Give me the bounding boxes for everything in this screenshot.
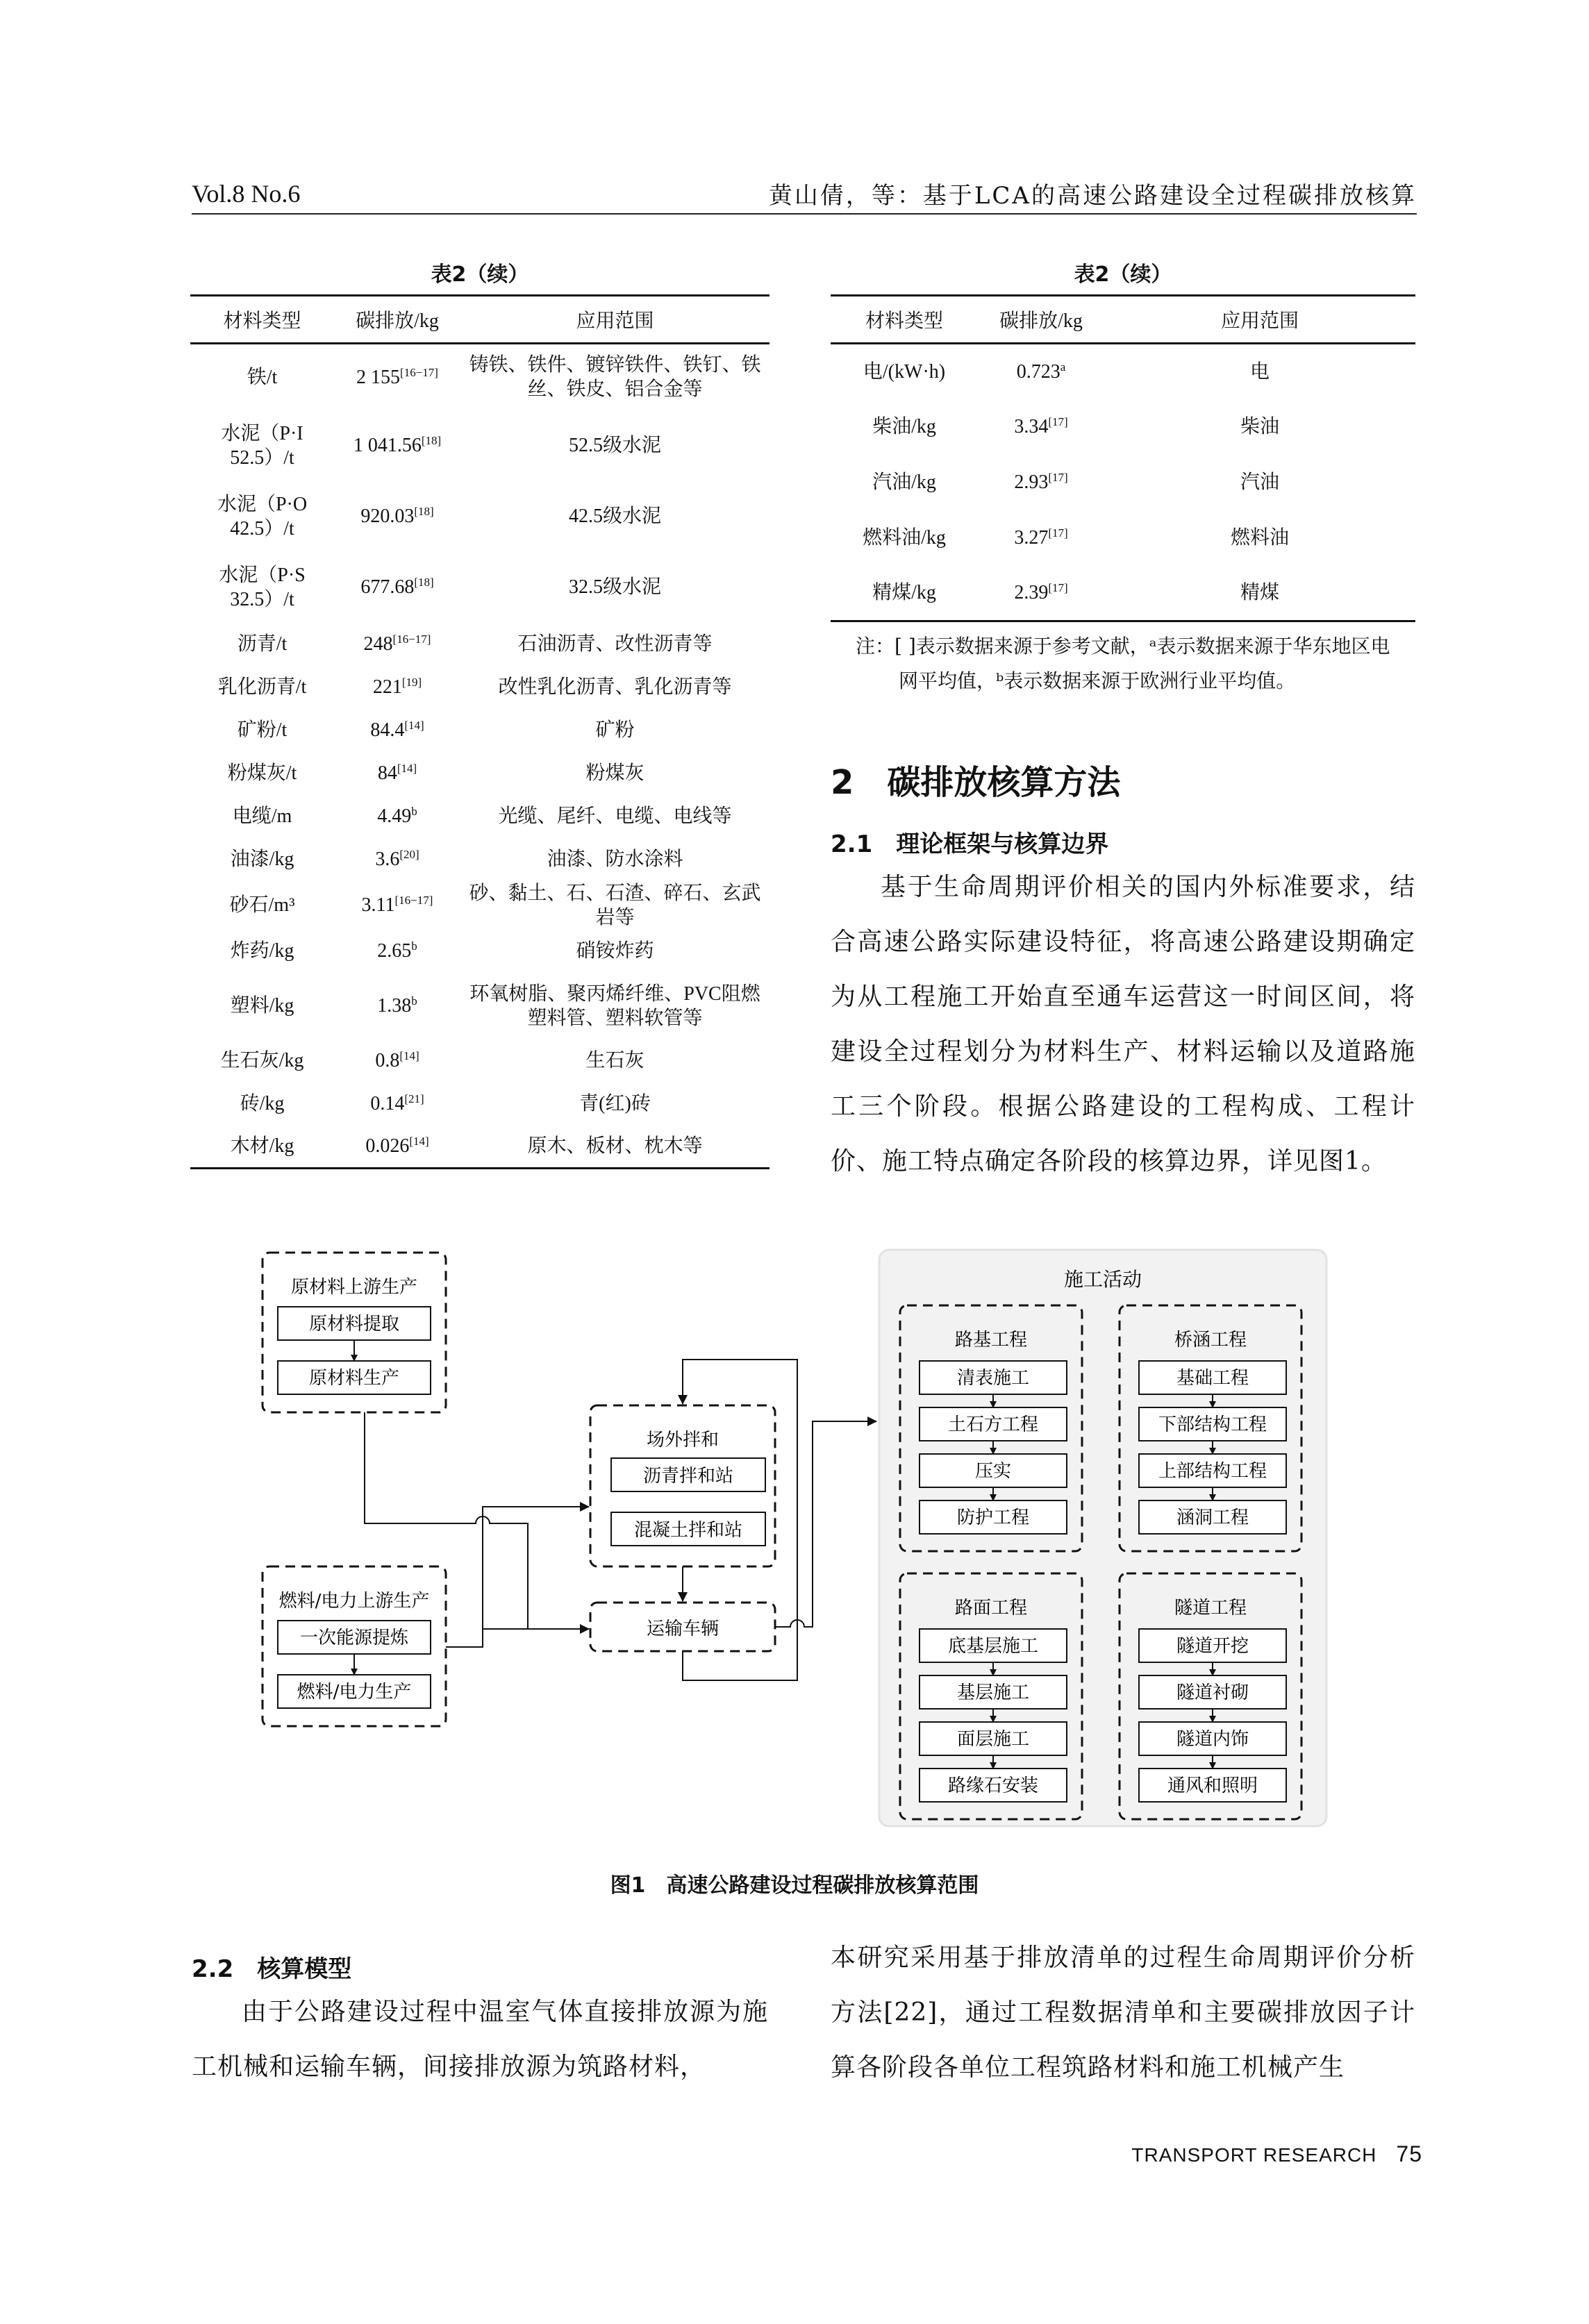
paragraph-2-2-right bbox=[831, 1930, 1415, 2095]
bridge-step-label: 下部结构工程 bbox=[1158, 1414, 1267, 1435]
col-header-material: 材料类型 bbox=[190, 296, 334, 344]
reference-mark: [17] bbox=[1048, 581, 1068, 595]
table-header-row bbox=[831, 296, 1415, 344]
tunnel-step-label: 隧道开挖 bbox=[1176, 1636, 1249, 1657]
raw-group-title: 原材料上游生产 bbox=[290, 1277, 418, 1298]
reference-mark: a bbox=[1060, 360, 1066, 374]
reference-mark: [16−17] bbox=[400, 365, 438, 379]
cell-scope: 砂、黏土、石、石渣、碎石、玄武岩等 bbox=[469, 882, 761, 928]
volume-label: Vol.8 No.6 bbox=[192, 180, 301, 208]
emission-value: 920.03 bbox=[360, 505, 415, 527]
emission-value: 84.4 bbox=[370, 719, 405, 741]
figure-caption: 图1 高速公路建设过程碳排放核算范围 bbox=[610, 1873, 979, 1898]
paragraph-2-2-right-text: 本研究采用基于排放清单的过程生命周期评价分析方法[22]，通过工程数据清单和主要碳排放因子计算各阶段各单位工程筑路材料和施工机械产生 bbox=[831, 1943, 1415, 2082]
cell-scope: 环氧树脂、聚丙烯纤维、PVC阻燃塑料管、塑料软管等 bbox=[469, 983, 760, 1029]
cell-material: 精煤/kg bbox=[831, 566, 978, 621]
subgrade-step-label: 压实 bbox=[974, 1461, 1012, 1482]
connector-fuel-to-mixing bbox=[446, 1507, 589, 1647]
cell-scope: 粉煤灰 bbox=[585, 762, 644, 784]
table-row bbox=[190, 881, 769, 930]
tunnel-step-label: 隧道衬砌 bbox=[1176, 1682, 1249, 1703]
cell-scope: 石油沥青、改性沥青等 bbox=[517, 633, 713, 655]
bridge-step-label: 涵洞工程 bbox=[1176, 1507, 1249, 1528]
pavement-step-label: 底基层施工 bbox=[947, 1636, 1039, 1657]
table-row bbox=[190, 795, 769, 838]
cell-emission bbox=[334, 344, 460, 410]
tunnel-title: 隧道工程 bbox=[1174, 1598, 1247, 1619]
pavement-step-label: 路缘石安装 bbox=[947, 1775, 1039, 1796]
mixing-step-label: 沥青拌和站 bbox=[642, 1466, 734, 1487]
page-number: 75 bbox=[1396, 2141, 1422, 2166]
subgrade-step-label: 防护工程 bbox=[956, 1507, 1030, 1528]
cell-emission bbox=[334, 666, 460, 709]
emission-value: 0.026 bbox=[365, 1135, 410, 1157]
emission-value: 248 bbox=[363, 633, 393, 655]
emission-value: 1 041.56 bbox=[353, 435, 422, 456]
subgrade-step-label: 土石方工程 bbox=[947, 1414, 1039, 1435]
cell-material: 油漆/kg bbox=[230, 848, 294, 870]
table-row bbox=[190, 709, 769, 752]
cell-material: 木材/kg bbox=[190, 1126, 334, 1169]
cell-material: 铁/t bbox=[247, 366, 278, 388]
mixing-group-title: 场外拌和 bbox=[646, 1430, 719, 1451]
cell-scope: 矿粉 bbox=[595, 719, 635, 741]
table-note-line-1: 注：[ ]表示数据来源于参考文献，ᵃ表示数据来源于华东地区电 bbox=[856, 635, 1390, 658]
reference-mark: [17] bbox=[1048, 471, 1068, 484]
emission-value: 3.11 bbox=[361, 894, 395, 916]
table-row bbox=[831, 566, 1415, 621]
cell-material: 柴油/kg bbox=[872, 416, 936, 437]
reference-mark: [14] bbox=[399, 1049, 419, 1062]
cell-emission bbox=[334, 552, 460, 623]
reference-mark: [16−17] bbox=[394, 894, 433, 907]
col-header-material: 材料类型 bbox=[831, 296, 978, 344]
table-right-title: 表2（续） bbox=[1074, 262, 1172, 287]
cell-material: 水泥（P·I 52.5）/t bbox=[221, 422, 303, 469]
tunnel-step-label: 隧道内饰 bbox=[1176, 1729, 1249, 1750]
fuel-step-label: 一次能源提炼 bbox=[299, 1628, 409, 1648]
reference-mark: [18] bbox=[414, 505, 434, 518]
header-rule bbox=[192, 213, 1417, 215]
cell-scope: 52.5级水泥 bbox=[568, 435, 661, 456]
emission-value: 0.8 bbox=[375, 1050, 400, 1071]
table-row bbox=[190, 344, 769, 410]
pavement-title: 路面工程 bbox=[954, 1598, 1028, 1619]
subsection-heading-2-1: 2.1 理论框架与核算边界 bbox=[831, 830, 1109, 858]
bridge-step-label: 基础工程 bbox=[1176, 1368, 1249, 1389]
fuel-step-label: 燃料/电力生产 bbox=[297, 1682, 412, 1703]
cell-emission bbox=[334, 795, 460, 838]
table-row bbox=[190, 930, 769, 973]
cell-emission bbox=[334, 838, 460, 881]
subsection-heading-2-2: 2.2 核算模型 bbox=[192, 1955, 352, 1983]
table-row bbox=[190, 552, 769, 623]
cell-material: 砖/kg bbox=[240, 1093, 285, 1114]
cell-material: 水泥（P·S 32.5）/t bbox=[219, 564, 306, 610]
bridge-title: 桥涵工程 bbox=[1174, 1330, 1247, 1351]
page-footer bbox=[1131, 2141, 1422, 2167]
table-note bbox=[856, 629, 1418, 699]
cell-material: 矿粉/t bbox=[237, 719, 288, 741]
figure-1-diagram bbox=[250, 1236, 1347, 1861]
cell-scope: 32.5级水泥 bbox=[568, 576, 661, 598]
table-row bbox=[831, 455, 1415, 510]
emission-value: 3.34 bbox=[1014, 416, 1049, 437]
cell-material: 生石灰/kg bbox=[220, 1050, 304, 1071]
table-row bbox=[190, 973, 769, 1039]
connector-transport-to-construction bbox=[775, 1421, 876, 1627]
reference-mark: [18] bbox=[421, 434, 442, 447]
table-header-row bbox=[190, 296, 769, 344]
reference-mark: b bbox=[411, 939, 417, 953]
cell-emission bbox=[334, 752, 460, 795]
raw-step-label: 原材料提取 bbox=[308, 1314, 400, 1335]
emission-value: 2.39 bbox=[1014, 582, 1049, 604]
reference-mark: [17] bbox=[1048, 526, 1068, 540]
reference-mark: [21] bbox=[404, 1092, 424, 1105]
cell-scope: 燃料油 bbox=[1230, 527, 1289, 549]
cell-material: 沥青/t bbox=[237, 633, 288, 655]
pavement-step-label: 面层施工 bbox=[956, 1729, 1030, 1750]
paragraph-2-1: 基于生命周期评价相关的国内外标准要求，结合高速公路实际建设特征，将高速公路建设期确定为从工程施工开始直至通车运营这一时间区间，将建设全过程划分为材料生产、材料运输以及道路施工三个阶段。根据公路建设的工程构成、工程计价、施工特点确定各阶段的核算边界，详见图1。 bbox=[831, 873, 1415, 1176]
fuel-group-title: 燃料/电力上游生产 bbox=[278, 1591, 430, 1612]
cell-emission bbox=[334, 410, 460, 481]
cell-scope: 光缆、尾纤、电缆、电线等 bbox=[498, 805, 732, 827]
table-row bbox=[190, 666, 769, 709]
mixing-step-label: 混凝土拌和站 bbox=[633, 1520, 743, 1541]
emission-value: 3.27 bbox=[1014, 527, 1049, 549]
emission-value: 2.65 bbox=[377, 940, 412, 962]
reference-mark: [14] bbox=[404, 719, 424, 732]
reference-mark: b bbox=[411, 805, 417, 818]
table-right bbox=[831, 294, 1415, 622]
cell-emission bbox=[334, 1039, 460, 1082]
cell-emission bbox=[334, 881, 460, 930]
emission-value: 3.6 bbox=[375, 848, 400, 870]
emission-value: 4.49 bbox=[377, 805, 412, 827]
emission-value: 84 bbox=[377, 762, 397, 784]
table-note-line-2: 网平均值，ᵇ表示数据来源于欧洲行业平均值。 bbox=[899, 669, 1296, 692]
cell-emission bbox=[334, 623, 460, 666]
cell-material: 粉煤灰/t bbox=[227, 762, 297, 784]
emission-value: 221 bbox=[372, 676, 402, 698]
reference-mark: [16−17] bbox=[392, 633, 431, 646]
bridge-step-label: 上部结构工程 bbox=[1158, 1461, 1267, 1482]
emission-value: 0.14 bbox=[370, 1093, 405, 1114]
table-row bbox=[190, 1039, 769, 1082]
cell-scope: 柴油 bbox=[1240, 416, 1279, 437]
cell-material: 乳化沥青/t bbox=[217, 676, 307, 698]
paragraph-2-2-left: 由于公路建设过程中温室气体直接排放源为施工机械和运输车辆，间接排放源为筑路材料， bbox=[192, 1998, 768, 2081]
cell-material: 电/(kW·h) bbox=[863, 360, 946, 383]
reference-mark: [19] bbox=[401, 676, 422, 689]
cell-emission bbox=[978, 566, 1104, 621]
cell-emission bbox=[978, 344, 1104, 399]
cell-scope: 硝铵炸药 bbox=[576, 940, 654, 962]
journal-name: TRANSPORT RESEARCH bbox=[1131, 2144, 1377, 2166]
cell-emission bbox=[334, 1126, 460, 1169]
subgrade-step-label: 清表施工 bbox=[956, 1368, 1030, 1389]
reference-mark: [14] bbox=[397, 762, 417, 775]
table-row bbox=[190, 481, 769, 552]
table-row bbox=[190, 1082, 769, 1126]
table-row bbox=[831, 399, 1415, 455]
col-header-scope: 应用范围 bbox=[1104, 296, 1415, 344]
table-row bbox=[190, 752, 769, 795]
table-row bbox=[831, 344, 1415, 399]
col-header-scope: 应用范围 bbox=[460, 296, 769, 344]
cell-emission bbox=[334, 481, 460, 552]
table-row bbox=[190, 410, 769, 481]
cell-scope: 原木、板材、枕木等 bbox=[460, 1126, 769, 1169]
cell-scope: 青(红)砖 bbox=[579, 1093, 651, 1114]
transport-label: 运输车辆 bbox=[646, 1619, 719, 1639]
table-row bbox=[190, 1126, 769, 1169]
construction-title: 施工活动 bbox=[1063, 1268, 1142, 1291]
running-title: 黄山倩，等：基于LCA的高速公路建设全过程碳排放核算 bbox=[768, 182, 1417, 210]
cell-scope: 铸铁、铁件、镀锌铁件、铁钉、铁丝、铁皮、铝合金等 bbox=[469, 354, 761, 401]
cell-scope: 电 bbox=[1249, 360, 1270, 383]
cell-scope: 油漆、防水涂料 bbox=[547, 848, 683, 870]
cell-emission bbox=[334, 1082, 460, 1126]
cell-emission bbox=[334, 930, 460, 973]
emission-value: 0.723 bbox=[1016, 360, 1060, 383]
raw-step-label: 原材料生产 bbox=[308, 1368, 400, 1389]
reference-mark: [14] bbox=[409, 1135, 429, 1148]
cell-emission bbox=[978, 399, 1104, 455]
table-left bbox=[190, 294, 769, 1169]
emission-value: 1.38 bbox=[377, 995, 412, 1017]
col-header-emission: 碳排放/kg bbox=[978, 296, 1104, 344]
cell-scope: 汽油 bbox=[1240, 471, 1279, 493]
tunnel-step-label: 通风和照明 bbox=[1167, 1775, 1258, 1796]
cell-scope: 生石灰 bbox=[585, 1050, 644, 1071]
cell-material: 塑料/kg bbox=[230, 995, 294, 1017]
cell-scope: 42.5级水泥 bbox=[568, 505, 661, 527]
cell-material: 汽油/kg bbox=[872, 471, 936, 493]
emission-value: 2 155 bbox=[356, 366, 401, 388]
table-row bbox=[190, 838, 769, 881]
cell-material: 燃料油/kg bbox=[863, 527, 946, 549]
reference-mark: [18] bbox=[414, 576, 434, 589]
cell-material: 水泥（P·O 42.5）/t bbox=[217, 493, 308, 540]
table-left-title: 表2（续） bbox=[431, 262, 529, 287]
pavement-step-label: 基层施工 bbox=[956, 1682, 1030, 1703]
cell-scope: 精煤 bbox=[1104, 566, 1415, 621]
cell-scope: 改性乳化沥青、乳化沥青等 bbox=[498, 676, 732, 698]
table-row bbox=[831, 510, 1415, 566]
cell-material: 电缆/m bbox=[232, 805, 292, 827]
reference-mark: [20] bbox=[399, 848, 419, 861]
cell-emission bbox=[334, 709, 460, 752]
reference-mark: [17] bbox=[1048, 415, 1068, 428]
table-row bbox=[190, 623, 769, 666]
cell-emission bbox=[334, 973, 460, 1039]
col-header-emission: 碳排放/kg bbox=[334, 296, 460, 344]
cell-material: 炸药/kg bbox=[230, 940, 294, 962]
section-heading: 2 碳排放核算方法 bbox=[831, 763, 1121, 802]
cell-emission bbox=[978, 510, 1104, 566]
emission-value: 677.68 bbox=[360, 576, 415, 598]
cell-material: 砂石/m³ bbox=[229, 894, 295, 916]
cell-emission bbox=[978, 455, 1104, 510]
reference-mark: b bbox=[411, 994, 417, 1008]
emission-value: 2.93 bbox=[1014, 471, 1049, 493]
subgrade-title: 路基工程 bbox=[954, 1330, 1028, 1351]
